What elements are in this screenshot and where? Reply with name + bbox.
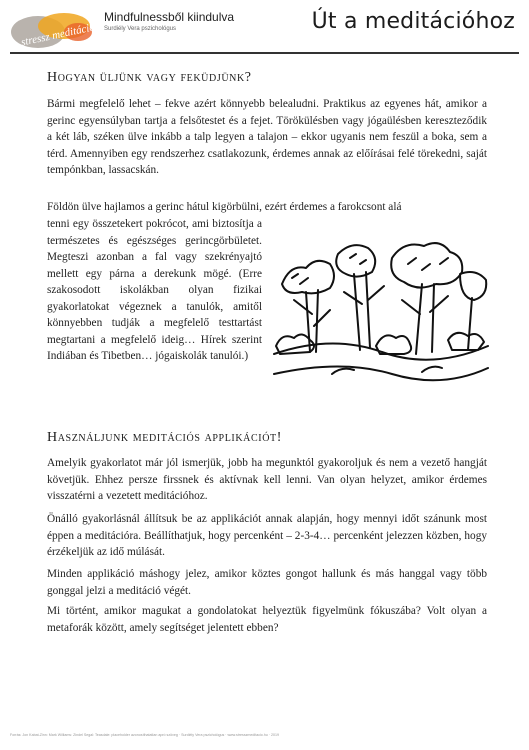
forest-illustration [272, 234, 490, 386]
paragraph-apps-4: Mi történt, amikor magukat a gondolatokat helyeztük figyelmünk fókuszába? Volt olyan a metaforák között, amely segítséget jelentett ebben? [47, 605, 487, 634]
header-divider [10, 52, 519, 54]
paragraph-apps-2: Önálló gyakorlásnál állítsuk be az applikációt annak alapján, hogy mennyi időt szánunk most éppen a meditációra. Beállíthatjuk, hogy percenként – 2-3-4… percenként jelezzen közben, hogy érzékeljük az idő múlását. [47, 513, 487, 558]
page-title: Út a meditációhoz [311, 9, 515, 34]
header-author: Surdiély Vera pszichológus [104, 26, 177, 32]
header-subtitle: Mindfulnessből kiindulva [104, 10, 235, 24]
paragraph-posture-3: tenni egy összetekert pokrócot, ami biztosítja a természetes és egészséges gerincgörbületet. Megteszi azonban a fal vagy szekrényajtó mellett egy párna a derekunk mögé. (Erre szakosodott iskolákban olyan fizikai gyakorlatokat végeznek a tanulók, amitől könnyebben tudják a megfelelő testtartást megtartani a megfelelő ideig… Hírek szerint Indiában és Tibetben… jógaiskolák tanulói.) [47, 218, 262, 362]
paragraph-apps-3: Minden applikáció máshogy jelez, amikor köztes gongot hallunk és más hanggal vagy több gonggal jelzi a meditáció végét. [47, 568, 487, 597]
footer-credits: Forrás: Jon Kabat-Zinn: Mark Williams: Zindel Segal: Teasdale: placeholder azonosíthatatlan apró szöveg · Surdiély Vera pszichológus · www.stresszmeditacio.hu · 2019 [10, 733, 279, 737]
paragraph-posture-1: Bármi megfelelő lehet – fekve azért könnyebb belealudni. Praktikus az egyenes hát, amikor a gerinc egyensúlyban tartja a felsőtestet és a fejet. Törökülésben vagy jógaülésben kereszteződik a két láb, széken ülve inkább a talp legyen a talajon – ekkor ugyanis nem feszül a boka, sem a térd. Amennyiben egy rendszerhez csatlakozunk, érdemes annak az előírásai felé törekedni, saját tempónkban, lassacskán. [47, 98, 487, 176]
section-title-apps: Használjunk meditációs applikációt! [47, 430, 282, 445]
paragraph-posture-2: Földön ülve hajlamos a gerinc hátul kigörbülni, ezért érdemes a farokcsont alá [47, 201, 402, 213]
section-title-posture: Hogyan üljünk vagy feküdjünk? [47, 70, 252, 85]
logo-text: stressz meditáció [19, 21, 96, 49]
logo [8, 6, 100, 50]
paragraph-apps-1: Amelyik gyakorlatot már jól ismerjük, jobb ha megunktól gyakoroljuk és nem a vezető hangját követjük. Ehhez persze firssnek és aktívnak kell lenni. Van olyan helyzet, amikor érdemes visszatérni a vezetett meditációhoz. [47, 457, 487, 502]
tree-trunk-right [416, 284, 434, 354]
